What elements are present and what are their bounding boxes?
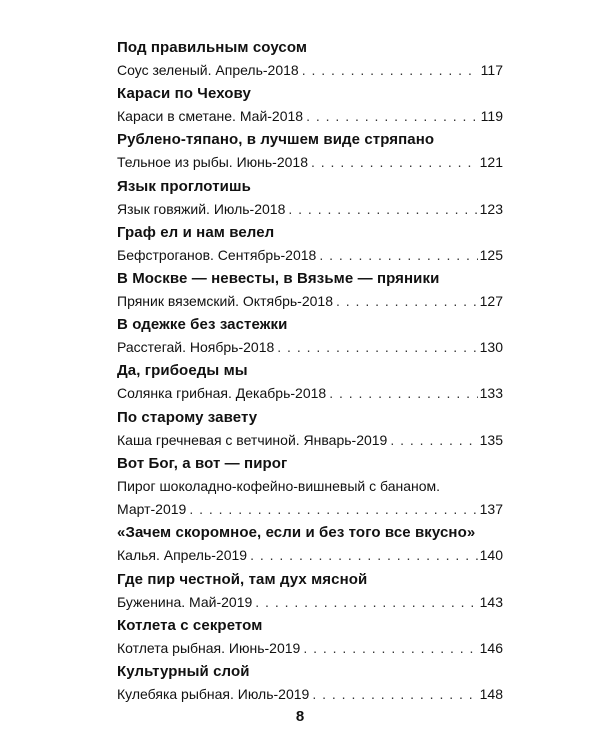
recipe-name: Март-2019 bbox=[117, 500, 187, 517]
dot-leader bbox=[302, 59, 479, 82]
section-title: Под правильным соусом bbox=[117, 39, 308, 56]
recipe-name: Расстегай. Ноябрь-2018 bbox=[117, 339, 275, 356]
section-title: В Москве — невесты, в Вязьме — пряники bbox=[117, 269, 440, 287]
section-title: Вот Бог, а вот — пирог bbox=[117, 454, 288, 472]
page-ref: 123 bbox=[479, 200, 503, 217]
recipe-name: Кулебяка рыбная. Июль-2019 bbox=[117, 686, 310, 703]
recipe-name: Тельное из рыбы. Июнь-2018 bbox=[117, 154, 308, 171]
dot-leader bbox=[288, 198, 477, 221]
recipe-name: Соус зеленый. Апрель-2018 bbox=[117, 62, 299, 78]
toc-entry bbox=[117, 36, 503, 82]
toc-line bbox=[117, 544, 503, 567]
dot-leader bbox=[319, 244, 477, 267]
toc-line bbox=[117, 105, 503, 128]
dot-leader bbox=[250, 544, 478, 567]
dot-leader bbox=[255, 591, 477, 614]
page-ref: 121 bbox=[479, 154, 503, 171]
toc-entry bbox=[117, 568, 503, 614]
recipe-name: Караси в сметане. Май-2018 bbox=[117, 108, 304, 125]
toc-entry bbox=[117, 406, 503, 452]
section-title: Язык проглотишь bbox=[117, 177, 251, 195]
dot-leader bbox=[303, 637, 477, 660]
toc-entry bbox=[117, 614, 503, 660]
dot-leader bbox=[311, 151, 478, 174]
dot-leader bbox=[189, 498, 477, 521]
toc-line bbox=[117, 198, 503, 221]
toc-line bbox=[117, 637, 503, 660]
toc-line bbox=[117, 290, 503, 313]
section-title: Рублено-тяпано, в лучшем виде стряпано bbox=[117, 131, 435, 149]
recipe-name: Каша гречневая с ветчиной. Январь-2019 bbox=[117, 431, 388, 448]
dot-leader bbox=[329, 382, 477, 405]
toc-entry bbox=[117, 128, 503, 174]
toc-entry bbox=[117, 313, 503, 359]
page-ref: 130 bbox=[479, 339, 503, 356]
recipe-name: Бефстроганов. Сентябрь-2018 bbox=[117, 246, 317, 263]
toc-entry bbox=[117, 660, 503, 706]
dot-leader bbox=[306, 105, 479, 128]
toc-line bbox=[117, 151, 503, 174]
page-ref: 148 bbox=[479, 686, 503, 703]
toc-entry bbox=[117, 175, 503, 221]
page-ref: 140 bbox=[479, 547, 503, 564]
section-title: Да, грибоеды мы bbox=[117, 362, 248, 380]
toc-line bbox=[117, 591, 503, 614]
toc-line bbox=[117, 683, 503, 706]
section-title: По старому завету bbox=[117, 408, 258, 426]
toc-entry bbox=[117, 82, 503, 128]
page-ref: 146 bbox=[479, 639, 503, 656]
toc-line bbox=[117, 498, 503, 521]
toc-line bbox=[117, 382, 503, 405]
toc-line bbox=[117, 336, 503, 359]
page-ref: 125 bbox=[479, 246, 503, 263]
toc-entry bbox=[117, 452, 503, 522]
dot-leader bbox=[336, 290, 478, 313]
recipe-name: Калья. Апрель-2019 bbox=[117, 547, 248, 564]
recipe-name: Солянка грибная. Декабрь-2018 bbox=[117, 385, 327, 402]
recipe-name: Буженина. Май-2019 bbox=[117, 593, 253, 610]
toc-line bbox=[117, 59, 503, 82]
toc-line bbox=[117, 244, 503, 267]
table-of-contents bbox=[117, 36, 503, 706]
page-number: 8 bbox=[295, 708, 305, 725]
page-ref: 127 bbox=[479, 292, 503, 309]
section-title: Котлета с секретом bbox=[117, 616, 263, 634]
dot-leader bbox=[390, 429, 477, 452]
section-title: Граф ел и нам велел bbox=[117, 223, 275, 241]
toc-entry bbox=[117, 221, 503, 267]
section-title: Культурный слой bbox=[117, 663, 250, 681]
toc-entry bbox=[117, 359, 503, 405]
page-ref: 133 bbox=[479, 385, 503, 402]
recipe-name: Язык говяжий. Июль-2018 bbox=[117, 200, 286, 217]
dot-leader bbox=[277, 336, 477, 359]
page-ref: 143 bbox=[479, 593, 503, 610]
page-ref: 137 bbox=[479, 500, 503, 517]
section-title: «Зачем скоромное, если и без того все вкусно» bbox=[117, 524, 476, 542]
recipe-name-line: Пирог шоколадно-кофейно-вишневый с бананом. bbox=[117, 477, 441, 494]
section-title: Караси по Чехову bbox=[117, 85, 251, 103]
toc-entry bbox=[117, 521, 503, 567]
toc-entry bbox=[117, 267, 503, 313]
recipe-name: Котлета рыбная. Июнь-2019 bbox=[117, 639, 301, 656]
section-title: В одежке без застежки bbox=[117, 316, 288, 334]
recipe-name: Пряник вяземский. Октябрь-2018 bbox=[117, 292, 333, 309]
page-ref: 117 bbox=[480, 62, 503, 78]
toc-line bbox=[117, 429, 503, 452]
dot-leader bbox=[312, 683, 477, 706]
section-title: Где пир честной, там дух мясной bbox=[117, 570, 368, 588]
page-ref: 119 bbox=[480, 108, 503, 125]
page-ref: 135 bbox=[479, 431, 503, 448]
